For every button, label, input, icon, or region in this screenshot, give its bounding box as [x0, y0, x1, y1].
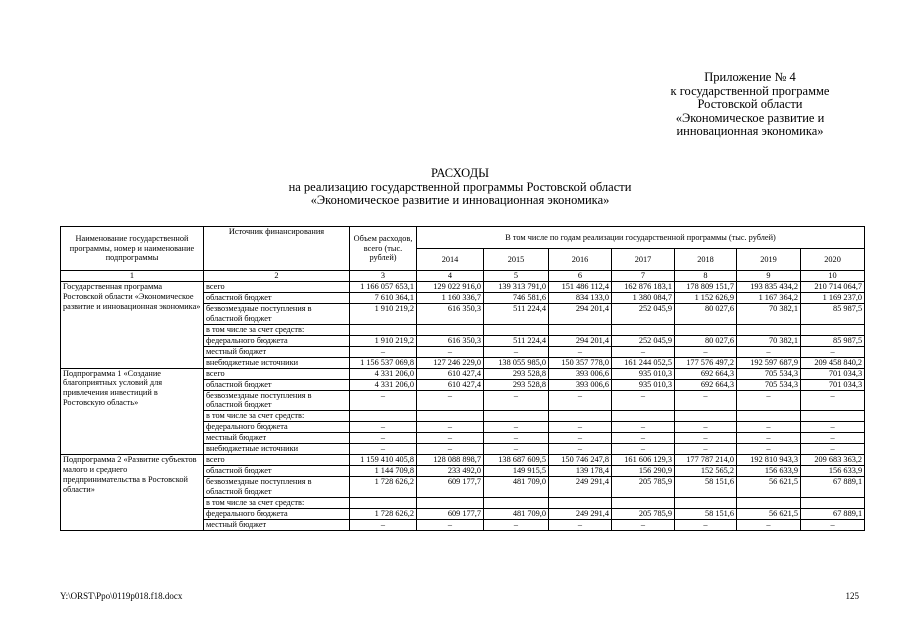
year-value-cell: – [801, 519, 865, 530]
year-value-cell: 609 177,7 [417, 508, 484, 519]
year-value-cell: 705 534,3 [737, 368, 801, 379]
year-value-cell: – [801, 346, 865, 357]
total-value-cell: 4 331 206,0 [350, 379, 417, 390]
year-value-cell: 58 151,6 [675, 477, 737, 498]
year-value-cell: – [612, 519, 675, 530]
year-value-cell: 162 876 183,1 [612, 282, 675, 293]
year-value-cell: 393 006,6 [549, 368, 612, 379]
year-value-cell: 252 045,9 [612, 304, 675, 325]
appendix-line: Приложение № 4 [704, 70, 796, 84]
year-value-cell: 70 382,1 [737, 304, 801, 325]
header-year: 2019 [737, 249, 801, 271]
total-value-cell: 1 910 219,2 [350, 335, 417, 346]
year-value-cell: 1 380 084,7 [612, 293, 675, 304]
year-value-cell: 177 787 214,0 [675, 455, 737, 466]
total-value-cell: – [350, 444, 417, 455]
total-value-cell [350, 411, 417, 422]
year-value-cell: – [675, 390, 737, 411]
expenses-table [60, 226, 865, 531]
total-value-cell: 1 166 057 653,1 [350, 282, 417, 293]
year-value-cell [484, 411, 549, 422]
year-value-cell [417, 497, 484, 508]
year-value-cell: 156 290,9 [612, 466, 675, 477]
source-cell: областной бюджет [204, 379, 350, 390]
year-value-cell: – [484, 346, 549, 357]
source-cell: местный бюджет [204, 433, 350, 444]
appendix-line: инновационная экономика» [676, 124, 824, 138]
year-value-cell: 85 987,5 [801, 304, 865, 325]
table-row [61, 455, 865, 466]
title-line-3: «Экономическое развитие и инновационная экономика» [310, 193, 610, 207]
year-value-cell: 701 034,3 [801, 368, 865, 379]
title-line-1: РАСХОДЫ [431, 166, 489, 180]
year-value-cell: – [737, 390, 801, 411]
source-cell: всего [204, 455, 350, 466]
source-cell: федерального бюджета [204, 335, 350, 346]
year-value-cell: 128 088 898,7 [417, 455, 484, 466]
year-value-cell: 177 576 497,2 [675, 357, 737, 368]
year-value-cell: 294 201,4 [549, 304, 612, 325]
total-value-cell: – [350, 433, 417, 444]
year-value-cell: – [549, 346, 612, 357]
year-value-cell: – [484, 519, 549, 530]
column-number: 9 [737, 271, 801, 282]
source-cell: безвозмездные поступления в областной бюджет [204, 390, 350, 411]
year-value-cell: – [549, 444, 612, 455]
year-value-cell: – [612, 422, 675, 433]
title-line-2: на реализацию государственной программы Ростовской области [288, 179, 632, 194]
year-value-cell [549, 411, 612, 422]
header-year: 2014 [417, 249, 484, 271]
total-value-cell: 4 331 206,0 [350, 368, 417, 379]
year-value-cell [549, 324, 612, 335]
appendix-line: Ростовской области [697, 97, 803, 111]
header-year: 2015 [484, 249, 549, 271]
year-value-cell: 293 528,8 [484, 368, 549, 379]
year-value-cell: 511 224,4 [484, 335, 549, 346]
program-name-cell: Государственная программа Ростовской области «Экономическое развитие и инновационная экономика» [61, 282, 204, 369]
source-cell: областной бюджет [204, 293, 350, 304]
year-value-cell: 616 350,3 [417, 335, 484, 346]
header-source: Источник финансирования [204, 227, 350, 271]
year-value-cell: 70 382,1 [737, 335, 801, 346]
column-number: 10 [801, 271, 865, 282]
year-value-cell: – [737, 433, 801, 444]
year-value-cell: – [549, 519, 612, 530]
table-row [61, 368, 865, 379]
year-value-cell: 1 167 364,2 [737, 293, 801, 304]
year-value-cell: – [675, 519, 737, 530]
year-value-cell: 58 151,6 [675, 508, 737, 519]
source-cell: областной бюджет [204, 466, 350, 477]
year-value-cell: 481 709,0 [484, 477, 549, 498]
column-numbers-row [61, 271, 865, 282]
year-value-cell: – [612, 444, 675, 455]
year-value-cell [549, 497, 612, 508]
year-value-cell: – [484, 422, 549, 433]
year-value-cell: – [801, 422, 865, 433]
source-cell: всего [204, 368, 350, 379]
header-year: 2016 [549, 249, 612, 271]
appendix-header [590, 71, 905, 139]
year-value-cell [801, 324, 865, 335]
header-years-group: В том числе по годам реализации государственной программы (тыс. рублей) [417, 227, 865, 249]
total-value-cell [350, 324, 417, 335]
year-value-cell [801, 497, 865, 508]
year-value-cell: 138 687 609,5 [484, 455, 549, 466]
year-value-cell: 610 427,4 [417, 379, 484, 390]
year-value-cell: 935 010,3 [612, 368, 675, 379]
year-value-cell: – [417, 433, 484, 444]
year-value-cell: – [417, 390, 484, 411]
year-value-cell: 1 160 336,7 [417, 293, 484, 304]
year-value-cell: 511 224,4 [484, 304, 549, 325]
source-cell: безвозмездные поступления в областной бюджет [204, 477, 350, 498]
year-value-cell: 178 809 151,7 [675, 282, 737, 293]
year-value-cell: – [675, 422, 737, 433]
year-value-cell: – [737, 519, 801, 530]
year-value-cell: 127 246 229,0 [417, 357, 484, 368]
year-value-cell [737, 411, 801, 422]
total-value-cell: 7 610 364,1 [350, 293, 417, 304]
year-value-cell: 80 027,6 [675, 335, 737, 346]
header-total: Объем расходов, всего (тыс. рублей) [350, 227, 417, 271]
year-value-cell: 67 889,1 [801, 508, 865, 519]
year-value-cell [675, 324, 737, 335]
year-value-cell: 692 664,3 [675, 368, 737, 379]
year-value-cell [417, 324, 484, 335]
total-value-cell: 1 159 410 405,8 [350, 455, 417, 466]
header-year: 2017 [612, 249, 675, 271]
header-year: 2020 [801, 249, 865, 271]
total-value-cell: 1 156 537 069,8 [350, 357, 417, 368]
year-value-cell: 249 291,4 [549, 508, 612, 519]
year-value-cell: – [417, 444, 484, 455]
year-value-cell [484, 497, 549, 508]
source-cell: в том числе за счет средств: [204, 497, 350, 508]
year-value-cell [675, 411, 737, 422]
year-value-cell: – [801, 390, 865, 411]
year-value-cell: 67 889,1 [801, 477, 865, 498]
year-value-cell: 150 357 778,0 [549, 357, 612, 368]
year-value-cell: – [675, 433, 737, 444]
year-value-cell: – [549, 422, 612, 433]
year-value-cell: 1 152 626,9 [675, 293, 737, 304]
footer-page-number: 125 [845, 591, 859, 601]
source-cell: безвозмездные поступления в областной бюджет [204, 304, 350, 325]
column-number: 3 [350, 271, 417, 282]
program-name-cell: Подпрограмма 1 «Создание благоприятных условий для привлечения инвестиций в Ростовскую область» [61, 368, 204, 455]
year-value-cell: 249 291,4 [549, 477, 612, 498]
table-row [61, 282, 865, 293]
total-value-cell: 1 144 709,8 [350, 466, 417, 477]
year-value-cell [675, 497, 737, 508]
year-value-cell [484, 324, 549, 335]
year-value-cell: – [484, 433, 549, 444]
total-value-cell: – [350, 519, 417, 530]
year-value-cell: 150 746 247,8 [549, 455, 612, 466]
year-value-cell: – [612, 433, 675, 444]
year-value-cell: 85 987,5 [801, 335, 865, 346]
year-value-cell: 205 785,9 [612, 508, 675, 519]
year-value-cell: 129 022 916,0 [417, 282, 484, 293]
header-name: Наименование государственной программы, номер и наименование подпрограммы [61, 227, 204, 271]
year-value-cell: 233 492,0 [417, 466, 484, 477]
year-value-cell: – [675, 444, 737, 455]
year-value-cell: 834 133,0 [549, 293, 612, 304]
header-year: 2018 [675, 249, 737, 271]
source-cell: местный бюджет [204, 519, 350, 530]
year-value-cell: 156 633,9 [737, 466, 801, 477]
source-cell: внебюджетные источники [204, 444, 350, 455]
year-value-cell: 616 350,3 [417, 304, 484, 325]
source-cell: всего [204, 282, 350, 293]
year-value-cell: – [417, 519, 484, 530]
year-value-cell: 80 027,6 [675, 304, 737, 325]
year-value-cell: 161 606 129,3 [612, 455, 675, 466]
source-cell: в том числе за счет средств: [204, 324, 350, 335]
column-number: 8 [675, 271, 737, 282]
year-value-cell: 610 427,4 [417, 368, 484, 379]
year-value-cell: 156 633,9 [801, 466, 865, 477]
appendix-line: к государственной программе [670, 83, 830, 98]
table-body [61, 271, 865, 531]
column-number: 2 [204, 271, 350, 282]
year-value-cell: – [484, 444, 549, 455]
year-value-cell: 609 177,7 [417, 477, 484, 498]
year-value-cell [612, 411, 675, 422]
year-value-cell: 56 621,5 [737, 477, 801, 498]
source-cell: федерального бюджета [204, 422, 350, 433]
year-value-cell: – [737, 422, 801, 433]
year-value-cell: 293 528,8 [484, 379, 549, 390]
total-value-cell: – [350, 390, 417, 411]
year-value-cell: – [612, 346, 675, 357]
year-value-cell: 935 010,3 [612, 379, 675, 390]
total-value-cell: 1 728 626,2 [350, 477, 417, 498]
year-value-cell [737, 324, 801, 335]
total-value-cell: 1 728 626,2 [350, 508, 417, 519]
year-value-cell: 205 785,9 [612, 477, 675, 498]
year-value-cell: 151 486 112,4 [549, 282, 612, 293]
total-value-cell: 1 910 219,2 [350, 304, 417, 325]
year-value-cell: 149 915,5 [484, 466, 549, 477]
year-value-cell: 294 201,4 [549, 335, 612, 346]
year-value-cell [737, 497, 801, 508]
year-value-cell [612, 497, 675, 508]
year-value-cell: 210 714 064,7 [801, 282, 865, 293]
source-cell: федерального бюджета [204, 508, 350, 519]
year-value-cell: – [801, 433, 865, 444]
year-value-cell: 746 581,6 [484, 293, 549, 304]
footer-file-path: Y:\ORST\Ppo\0119p018.f18.docx [60, 591, 183, 601]
year-value-cell: 209 683 363,2 [801, 455, 865, 466]
year-value-cell: – [801, 444, 865, 455]
source-cell: местный бюджет [204, 346, 350, 357]
total-value-cell: – [350, 422, 417, 433]
year-value-cell: 705 534,3 [737, 379, 801, 390]
year-value-cell: 192 597 687,9 [737, 357, 801, 368]
year-value-cell: 193 835 434,2 [737, 282, 801, 293]
year-value-cell: – [737, 444, 801, 455]
year-value-cell [417, 411, 484, 422]
total-value-cell [350, 497, 417, 508]
document-title [0, 167, 905, 208]
column-number: 7 [612, 271, 675, 282]
year-value-cell: 152 565,2 [675, 466, 737, 477]
year-value-cell: 481 709,0 [484, 508, 549, 519]
year-value-cell: – [612, 390, 675, 411]
column-number: 1 [61, 271, 204, 282]
year-value-cell: 252 045,9 [612, 335, 675, 346]
year-value-cell: 209 458 840,2 [801, 357, 865, 368]
year-value-cell: 701 034,3 [801, 379, 865, 390]
year-value-cell: 692 664,3 [675, 379, 737, 390]
year-value-cell: – [549, 390, 612, 411]
year-value-cell: – [484, 390, 549, 411]
year-value-cell: 1 169 237,0 [801, 293, 865, 304]
program-name-cell: Подпрограмма 2 «Развитие субъектов малого и среднего предпринимательства в Ростовской области» [61, 455, 204, 531]
column-number: 6 [549, 271, 612, 282]
appendix-line: «Экономическое развитие и [675, 110, 825, 125]
year-value-cell: 161 244 052,5 [612, 357, 675, 368]
year-value-cell: – [675, 346, 737, 357]
year-value-cell: – [417, 346, 484, 357]
year-value-cell: – [417, 422, 484, 433]
year-value-cell: 393 006,6 [549, 379, 612, 390]
year-value-cell: – [737, 346, 801, 357]
year-value-cell: 192 810 943,3 [737, 455, 801, 466]
year-value-cell: 139 178,4 [549, 466, 612, 477]
year-value-cell [612, 324, 675, 335]
column-number: 5 [484, 271, 549, 282]
year-value-cell: 139 313 791,0 [484, 282, 549, 293]
year-value-cell [801, 411, 865, 422]
year-value-cell: 138 055 985,0 [484, 357, 549, 368]
total-value-cell: – [350, 346, 417, 357]
source-cell: внебюджетные источники [204, 357, 350, 368]
source-cell: в том числе за счет средств: [204, 411, 350, 422]
column-number: 4 [417, 271, 484, 282]
year-value-cell: 56 621,5 [737, 508, 801, 519]
year-value-cell: – [549, 433, 612, 444]
